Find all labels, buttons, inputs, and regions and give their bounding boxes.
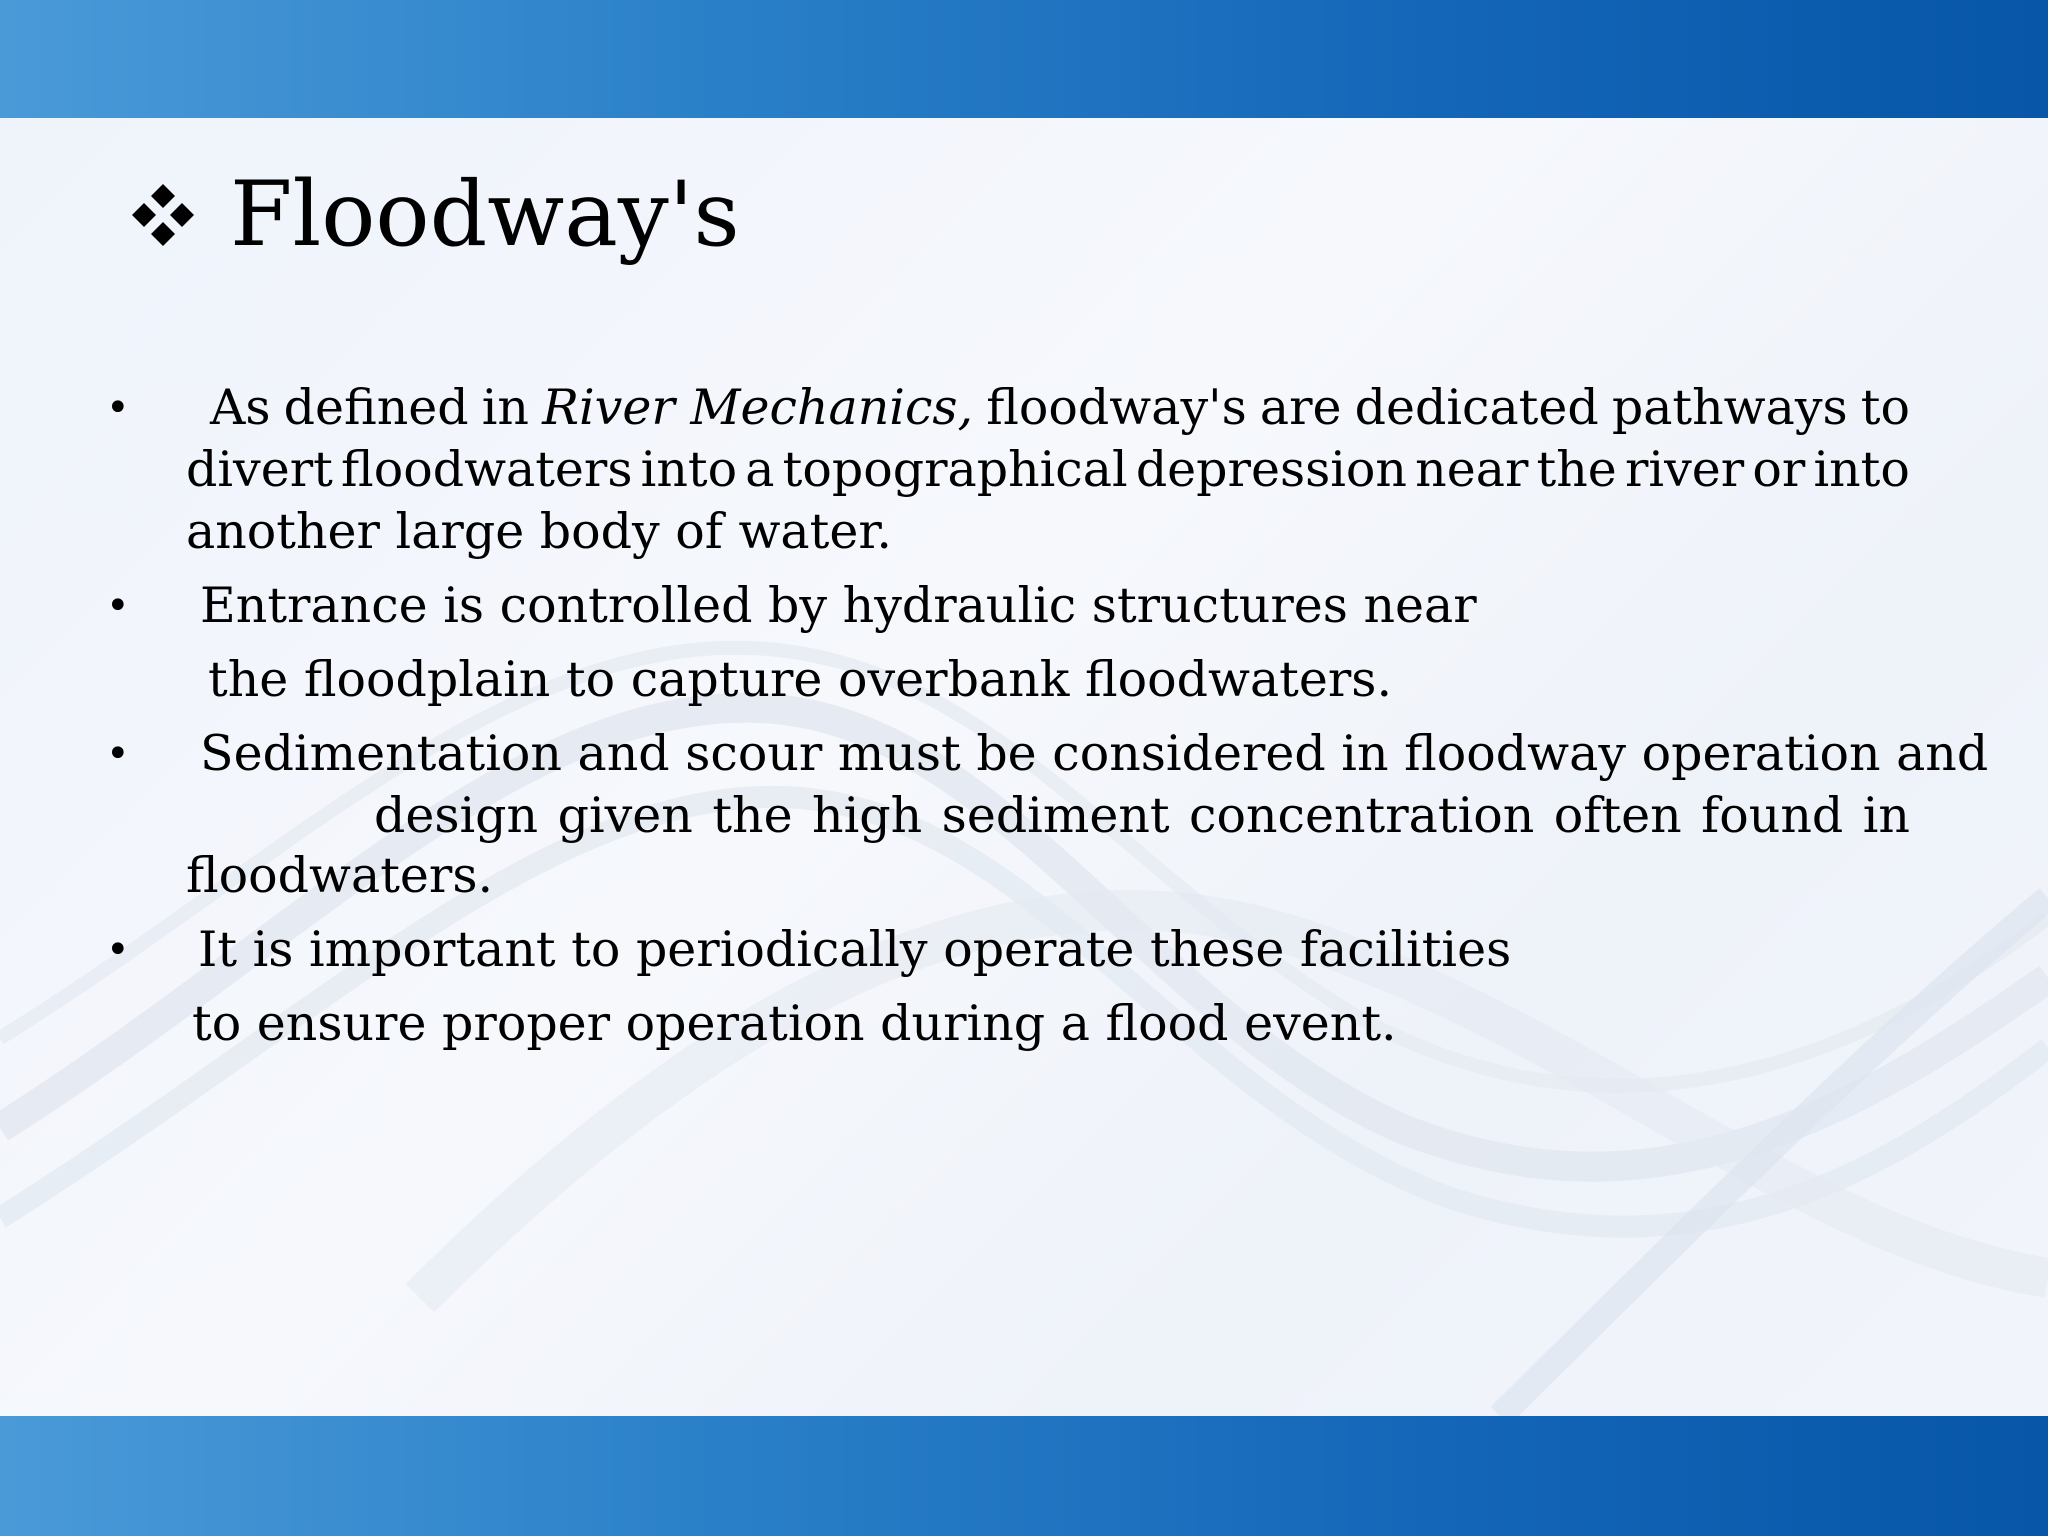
word: high bbox=[812, 787, 923, 844]
bullet-1-line-3: another large body of water. bbox=[186, 503, 892, 560]
bottom-banner bbox=[0, 1416, 2048, 1536]
word: to bbox=[1860, 379, 1910, 436]
bullet-marker: • bbox=[106, 583, 130, 629]
word: sediment bbox=[941, 787, 1170, 844]
word: topographical bbox=[782, 441, 1128, 498]
word: into bbox=[1813, 441, 1910, 498]
word: the bbox=[1536, 441, 1617, 498]
bullet-4-line-1: It is important to periodically operate these facilities bbox=[198, 921, 1512, 978]
word: the bbox=[712, 787, 793, 844]
word: in bbox=[1862, 787, 1910, 844]
title-text: Floodway's bbox=[230, 162, 740, 267]
bullet-2-line-2: the floodplain to capture overbank floodwaters. bbox=[208, 651, 1393, 708]
slide-title bbox=[130, 160, 740, 270]
word: design bbox=[374, 787, 539, 844]
bullet-marker: • bbox=[106, 385, 130, 431]
bullet-1-line-1 bbox=[210, 378, 1910, 438]
word: defined bbox=[283, 379, 469, 436]
bullet-marker: • bbox=[106, 731, 130, 777]
word: often bbox=[1553, 787, 1682, 844]
bullet-1-line-2 bbox=[186, 440, 1910, 500]
bullet-2-line-1: Entrance is controlled by hydraulic structures near bbox=[200, 577, 1477, 634]
word: found bbox=[1701, 787, 1844, 844]
word: divert bbox=[186, 441, 333, 498]
bullet-4-line-2: to ensure proper operation during a flood event. bbox=[192, 995, 1397, 1052]
four-diamond-icon bbox=[130, 182, 196, 248]
word: dedicated bbox=[1354, 379, 1599, 436]
word: river bbox=[1624, 441, 1745, 498]
word: floodway's bbox=[986, 379, 1247, 436]
word: As bbox=[210, 379, 271, 436]
bullet-3-line-2 bbox=[374, 786, 1910, 846]
word: or bbox=[1752, 441, 1806, 498]
bullet-3-line-3: floodwaters. bbox=[186, 847, 494, 904]
word: are bbox=[1259, 379, 1342, 436]
bullet-3-line-1: Sedimentation and scour must be considered in floodway operation and bbox=[200, 725, 1989, 782]
bullet-marker: • bbox=[106, 927, 130, 973]
word: floodwaters bbox=[341, 441, 633, 498]
top-banner bbox=[0, 0, 2048, 118]
word: given bbox=[557, 787, 693, 844]
word: into bbox=[640, 441, 738, 498]
book-title: River Mechanics, bbox=[542, 379, 974, 436]
word: near bbox=[1415, 441, 1529, 498]
word: concentration bbox=[1189, 787, 1535, 844]
word: pathways bbox=[1611, 379, 1848, 436]
word: depression bbox=[1135, 441, 1407, 498]
word: in bbox=[481, 379, 529, 436]
word: a bbox=[745, 441, 775, 498]
